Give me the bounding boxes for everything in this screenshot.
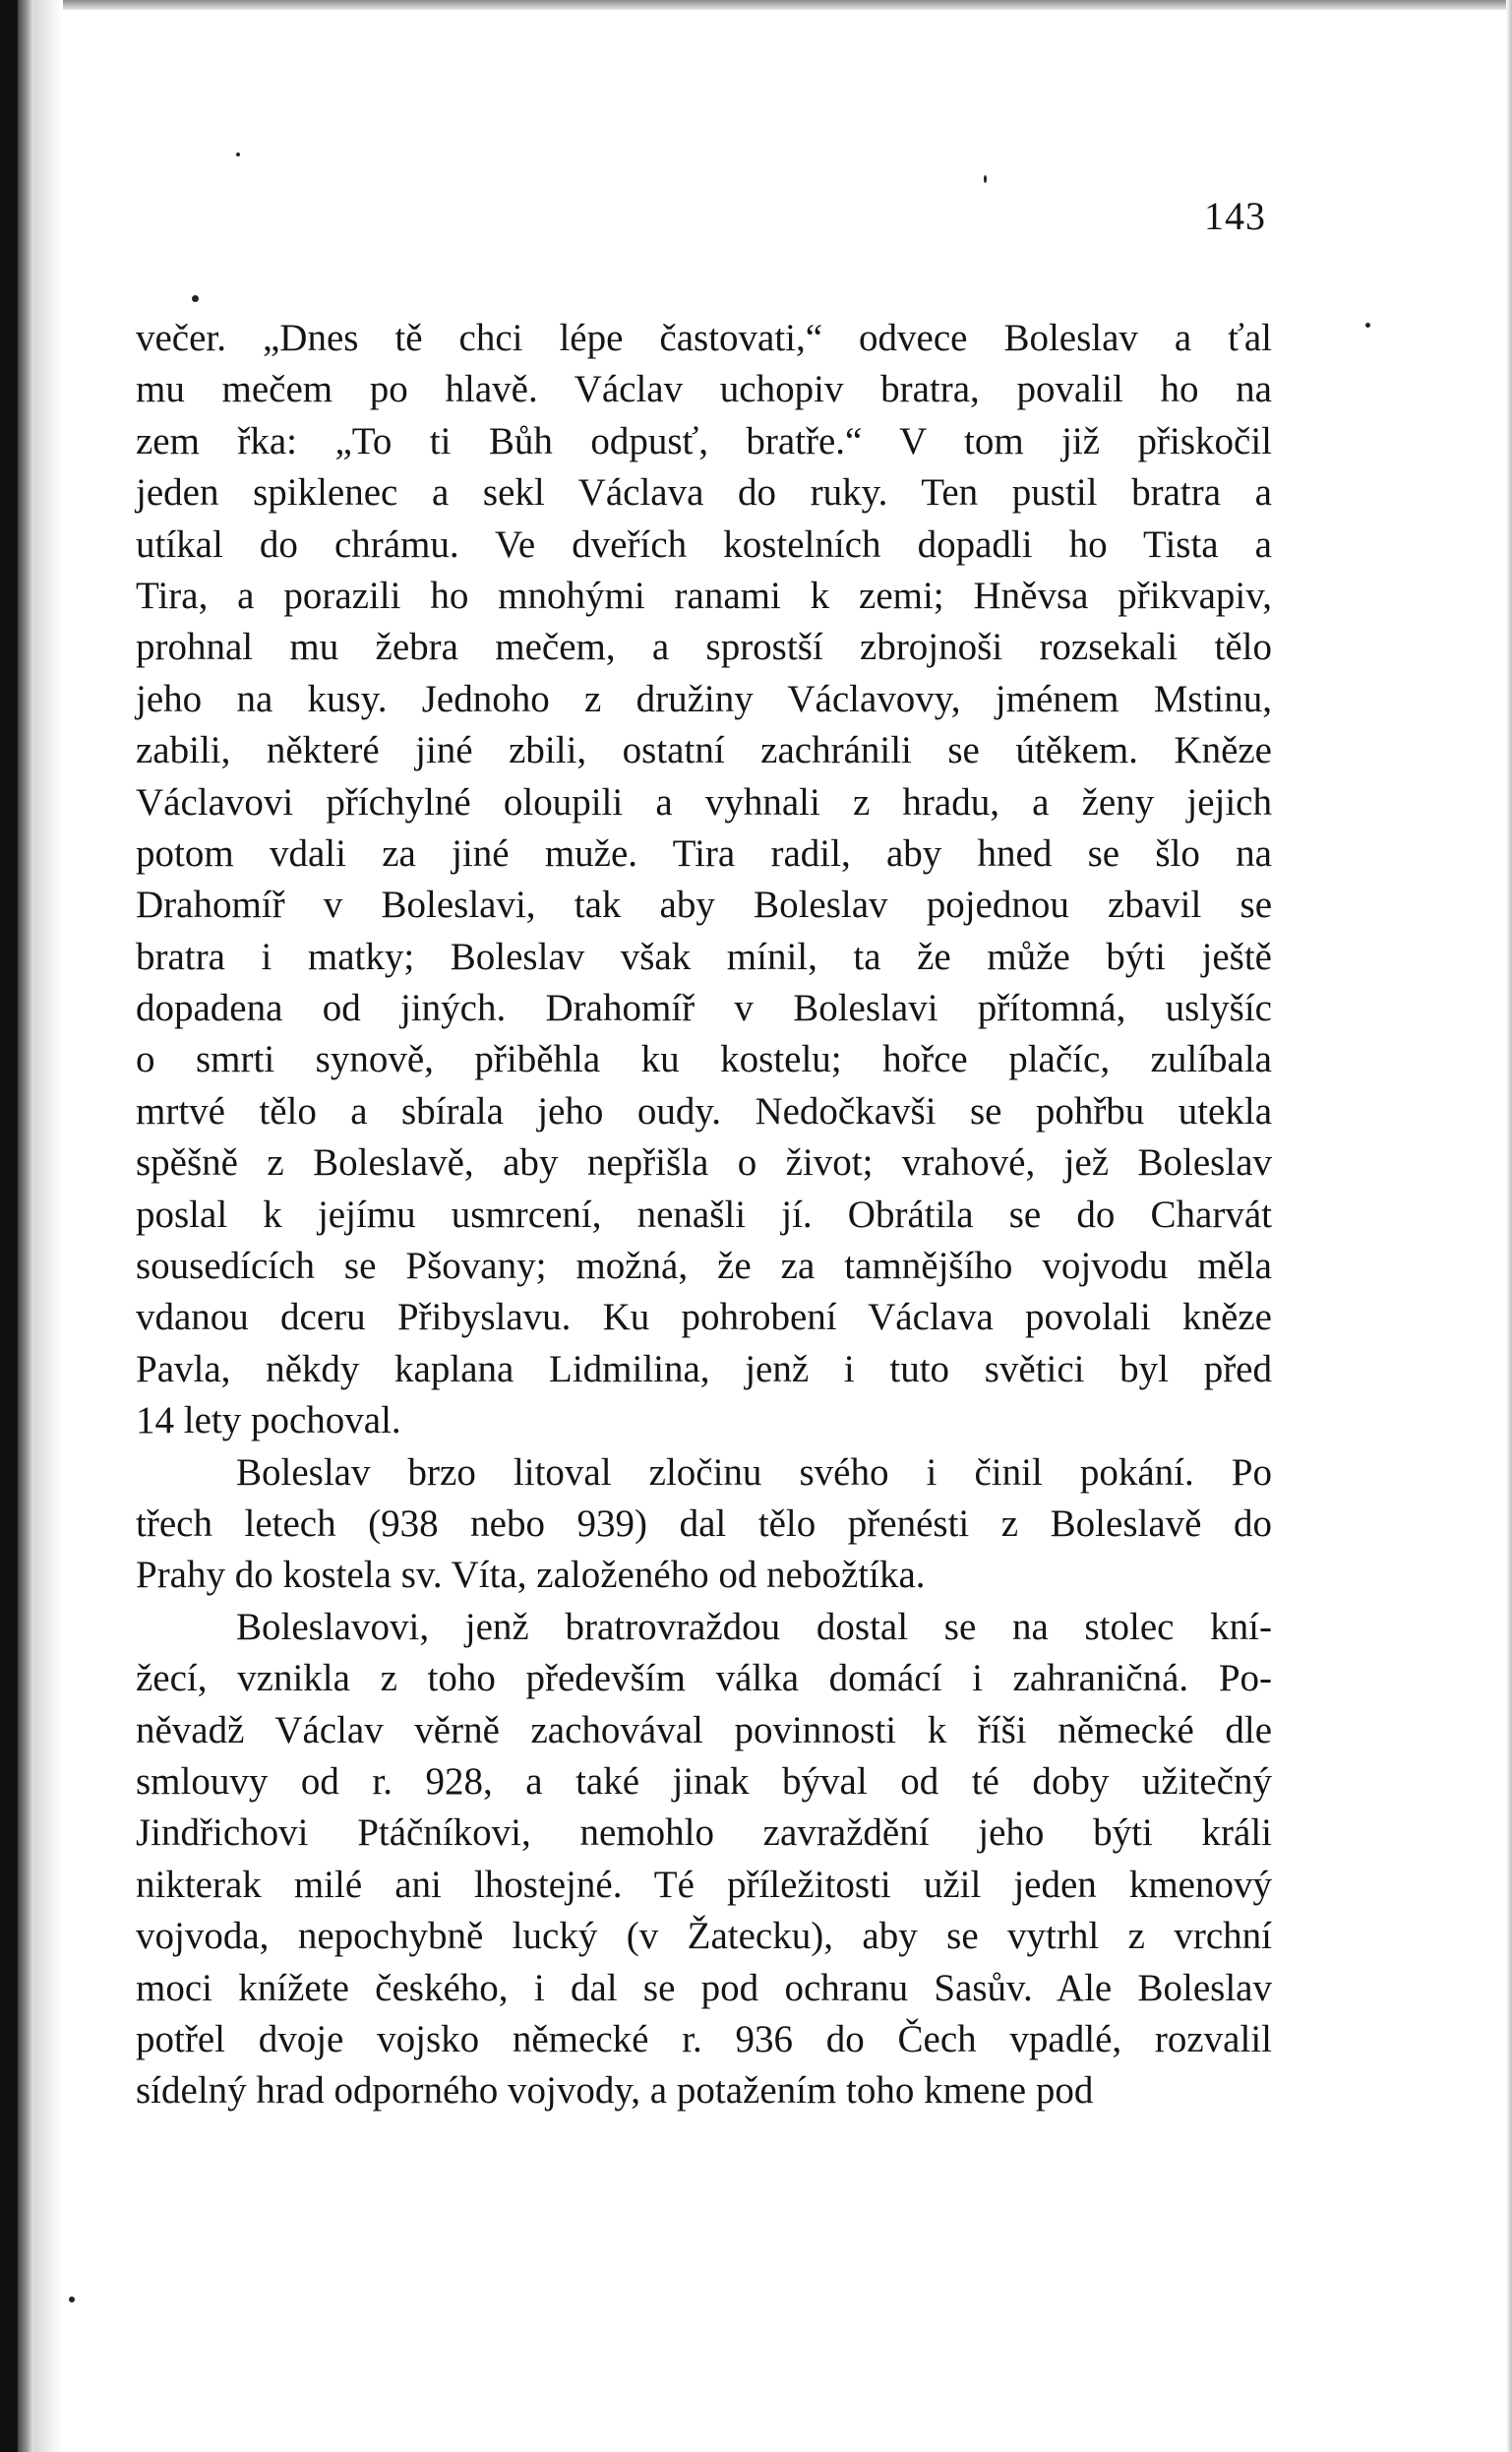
- text-line: nikterak milé ani lhostejné. Té příležitosti užil jeden kmenový: [136, 1863, 1272, 1906]
- page-number: 143: [1204, 194, 1266, 238]
- text-line: třech letech (938 nebo 939) dal tělo přenésti z Boleslavě do: [136, 1502, 1272, 1545]
- text-line: Pavla, někdy kaplana Lidmilina, jenž i tuto světici byl před: [136, 1347, 1272, 1390]
- scan-binding-gradient: [18, 0, 33, 2452]
- text-line: Tira, a porazili ho mnohými ranami k zemi; Hněvsa přikvapiv,: [136, 574, 1272, 617]
- text-line: dopadena od jiných. Drahomíř v Boleslavi přítomná, uslyšíc: [136, 987, 1272, 1030]
- text-line: zabili, některé jiné zbili, ostatní zachránili se útěkem. Kněze: [136, 729, 1272, 772]
- body-text: [136, 313, 1272, 2117]
- text-line: Prahy do kostela sv. Víta, založeného od nebožtíka.: [136, 1554, 926, 1597]
- text-line: 14 lety pochoval.: [136, 1399, 401, 1442]
- scan-speck: [1365, 323, 1370, 328]
- text-line: potom vdali za jiné muže. Tira radil, aby hned se šlo na: [136, 831, 1272, 875]
- scan-speck: [984, 175, 987, 183]
- scan-right-edge: [1506, 0, 1512, 2452]
- text-line: Boleslav brzo litoval zločinu svého i činil pokání. Po: [236, 1450, 1272, 1494]
- text-line: bratra i matky; Boleslav však mínil, ta že může býti ještě: [136, 935, 1272, 978]
- scan-binding-shadow: [0, 0, 18, 2452]
- text-line: poslal k jejímu usmrcení, nenašli jí. Obrátila se do Charvát: [136, 1193, 1272, 1236]
- paragraph: [136, 1447, 1272, 1602]
- text-line: potřel dvoje vojsko německé r. 936 do Čech vpadlé, rozvalil: [136, 2017, 1272, 2060]
- text-line: mrtvé tělo a sbírala jeho oudy. Nedočkavši se pohřbu utekla: [136, 1089, 1272, 1133]
- scan-speck: [192, 295, 199, 302]
- text-line: žecí, vznikla z toho především válka domácí i zahraničná. Po-: [136, 1657, 1272, 1700]
- text-line: o smrti synově, přiběhla ku kostelu; hořce plačíc, zulíbala: [136, 1038, 1272, 1081]
- text-line: jeho na kusy. Jednoho z družiny Václavovy, jménem Mstinu,: [136, 677, 1272, 720]
- text-line: vdanou dceru Přibyslavu. Ku pohrobení Václava povolali kněze: [136, 1296, 1272, 1339]
- paragraph: [136, 1602, 1272, 2117]
- paragraph: [136, 313, 1272, 1447]
- text-line: Václavovi příchylné oloupili a vyhnali z hradu, a ženy jejich: [136, 780, 1272, 824]
- text-line: sídelný hrad odporného vojvody, a potažením toho kmene pod: [136, 2069, 1094, 2113]
- text-line: vojvoda, nepochybně lucký (v Žatecku), aby se vytrhl z vrchní: [136, 1915, 1272, 1958]
- text-line: spěšně z Boleslavě, aby nepřišla o život; vrahové, jež Boleslav: [136, 1141, 1272, 1185]
- scan-speck: [236, 153, 240, 156]
- text-line: něvadž Václav věrně zachovával povinnosti k říši německé dle: [136, 1708, 1272, 1751]
- scan-speck: [69, 2297, 75, 2302]
- text-line: jeden spiklenec a sekl Václava do ruky. Ten pustil bratra a: [136, 471, 1272, 515]
- text-line: Jindřichovi Ptáčníkovi, nemohlo zavraždění jeho býti králi: [136, 1811, 1272, 1855]
- text-line: smlouvy od r. 928, a také jinak býval od té doby užitečný: [136, 1759, 1272, 1803]
- text-line: zem řka: „To ti Bůh odpusť, bratře.“ V tom již přiskočil: [136, 419, 1272, 462]
- text-line: utíkal do chrámu. Ve dveřích kostelních dopadli ho Tista a: [136, 522, 1272, 566]
- text-line: Drahomíř v Boleslavi, tak aby Boleslav pojednou zbavil se: [136, 884, 1272, 927]
- scan-page-curl: [33, 0, 63, 2452]
- text-line: prohnal mu žebra mečem, a sprostší zbrojnoši rozsekali tělo: [136, 626, 1272, 669]
- text-line: sousedících se Pšovany; možná, že za tamnějšího vojvodu měla: [136, 1245, 1272, 1288]
- text-line: moci knížete českého, i dal se pod ochranu Sasův. Ale Boleslav: [136, 1966, 1272, 2009]
- text-line: Boleslavovi, jenž bratrovraždou dostal se na stolec kní-: [236, 1605, 1272, 1648]
- text-line: mu mečem po hlavě. Václav uchopiv bratra, povalil ho na: [136, 368, 1272, 411]
- scan-top-edge: [0, 0, 1512, 10]
- text-line: večer. „Dnes tě chci lépe častovati,“ odvece Boleslav a ťal: [136, 317, 1272, 359]
